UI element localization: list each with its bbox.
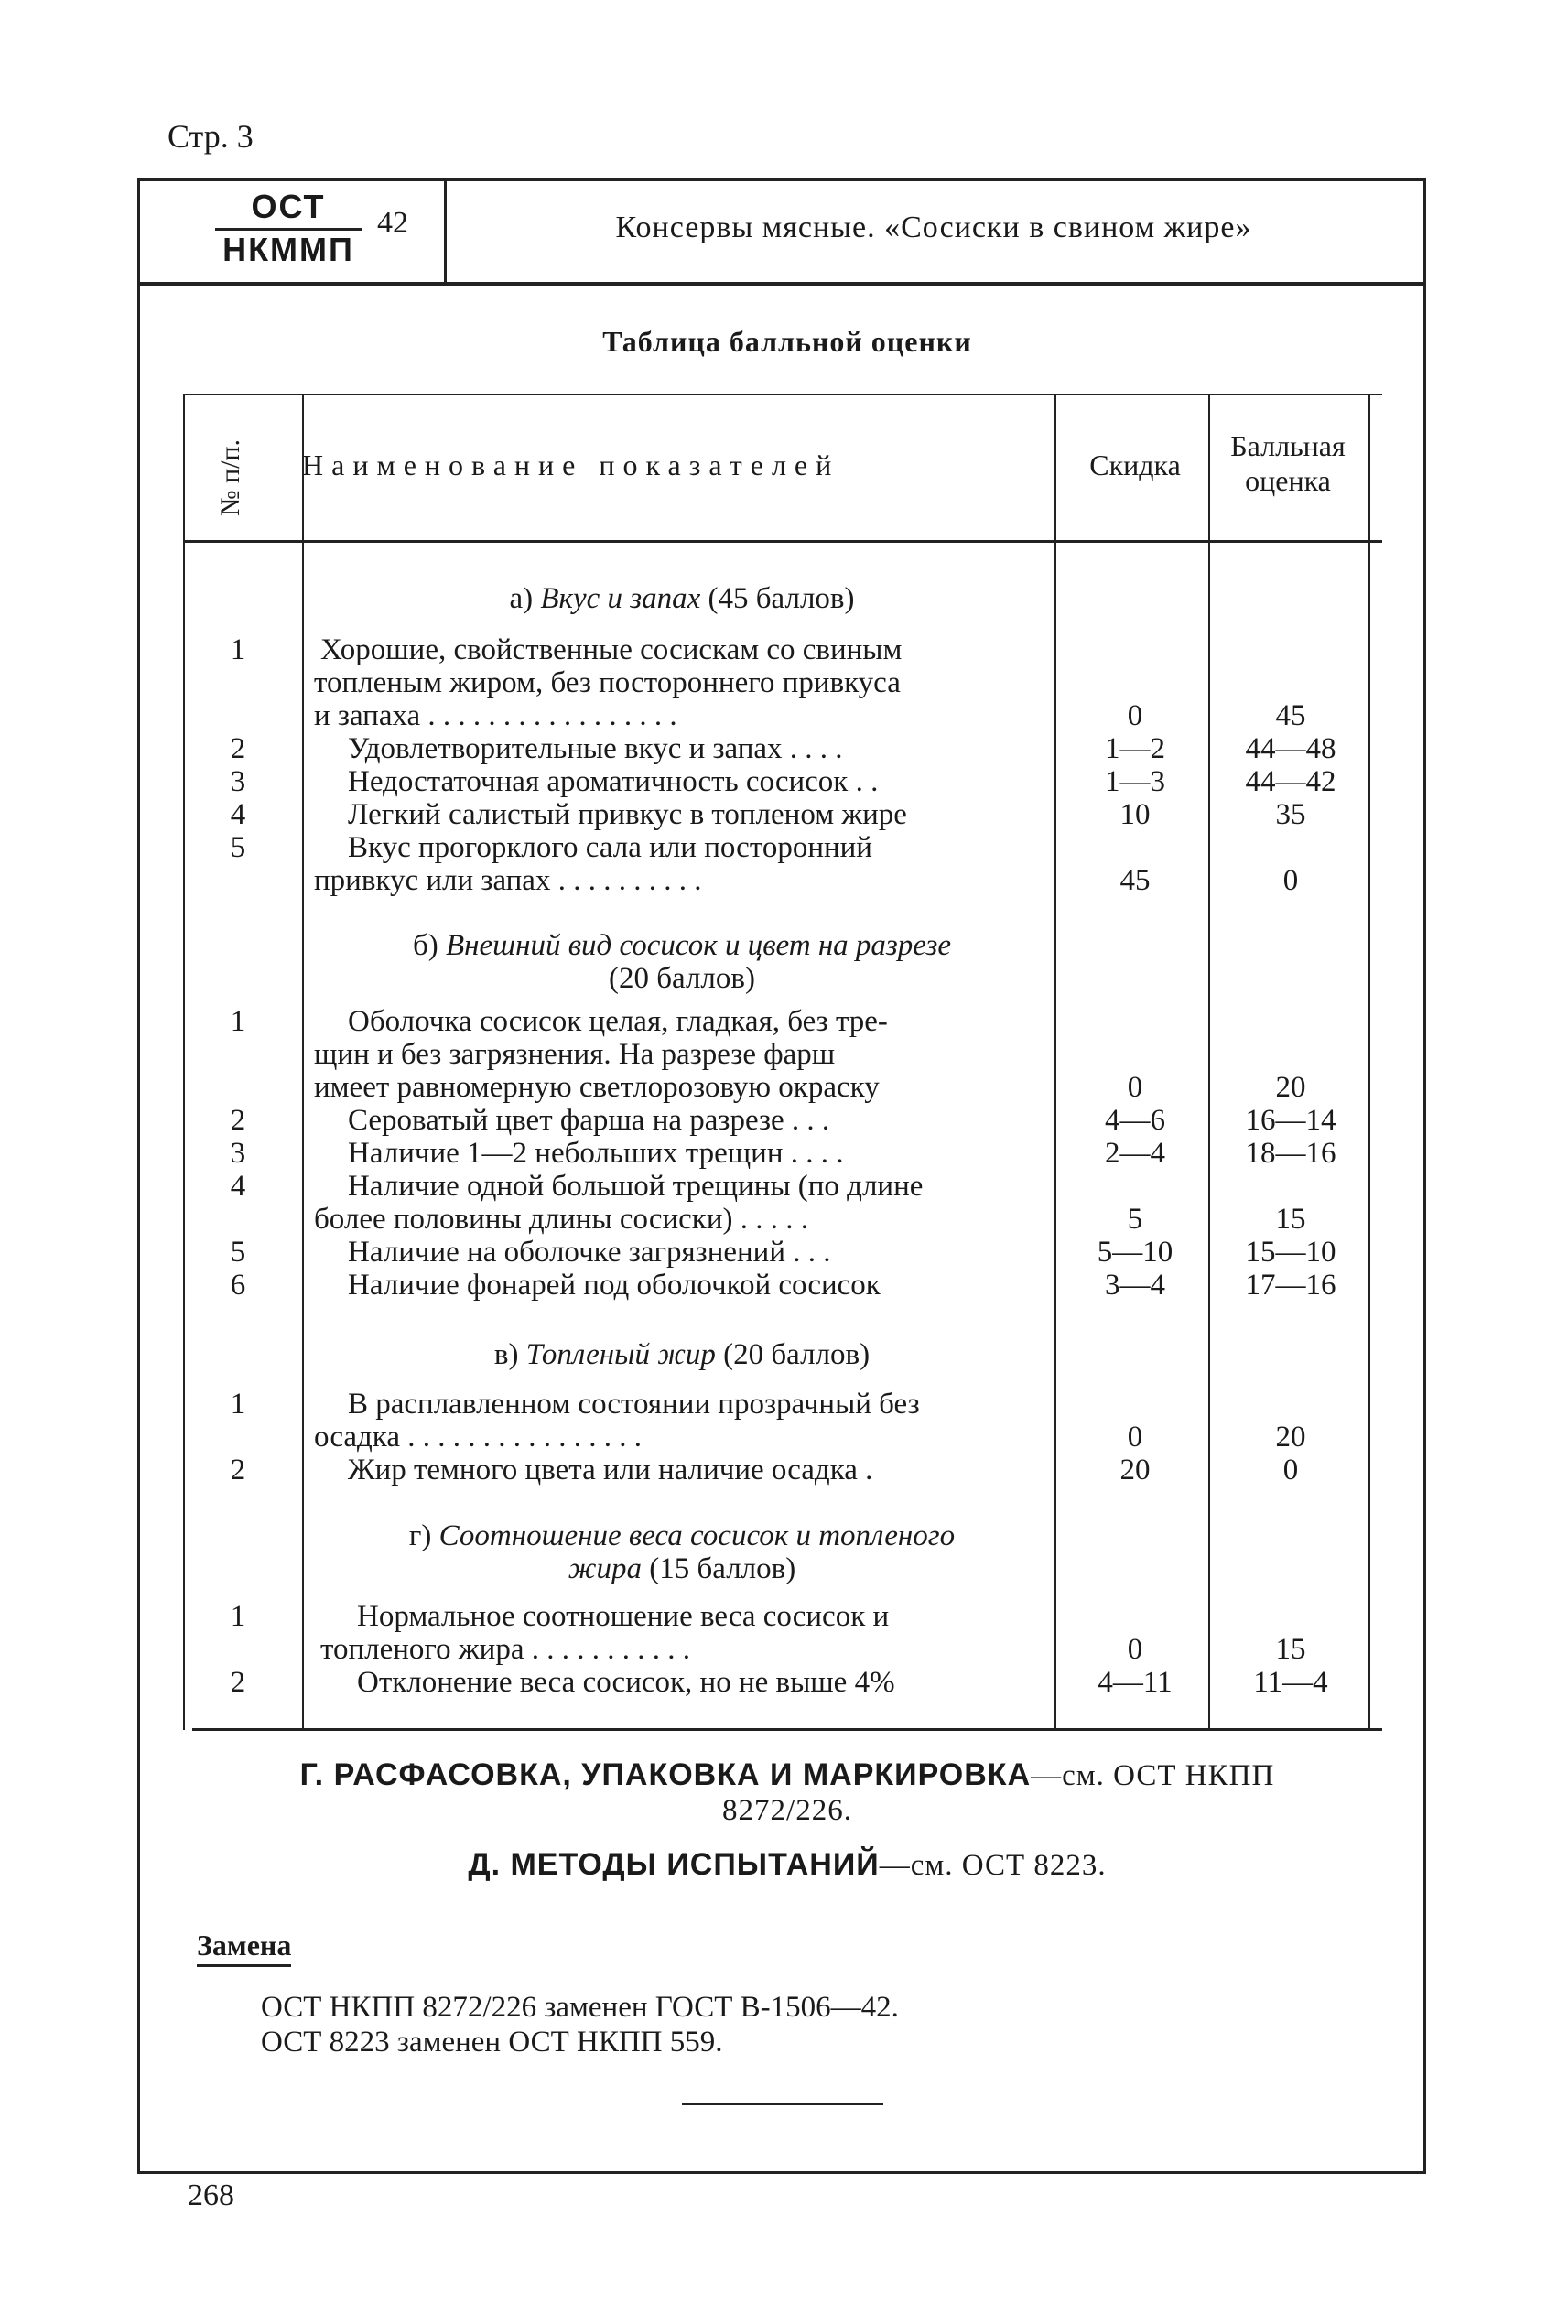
table-row: 2 Сероватый цвет фарша на разрезе . . . 4—6 16—14 xyxy=(230,1104,1336,1137)
table-row: осадка . . . . . . . . . . . . . . . . 0 20 xyxy=(314,1421,1306,1454)
table-row: 3 Наличие 1—2 небольших трещин . . . . 2—4 18—16 xyxy=(230,1137,1336,1170)
table-title: Таблица балльной оценки xyxy=(602,325,972,358)
standard-code-bottom: НКММП xyxy=(222,231,354,268)
header-num: № п/п. xyxy=(215,438,245,517)
table-row: 5 Вкус прогорклого сала или посторонний xyxy=(230,831,872,864)
document-title: Консервы мясные. «Сосиски в свином жире» xyxy=(615,211,1252,244)
table-row: 5 Наличие на оболочке загрязнений . . . 5—10 15—10 xyxy=(230,1236,1336,1269)
section-d-heading: Д. МЕТОДЫ ИСПЫТАНИЙ—см. ОСТ 8223. xyxy=(468,1847,1107,1882)
section-d-title-2: жира (15 баллов) xyxy=(568,1552,796,1585)
header-bottom-rule xyxy=(137,282,1426,286)
table-row: 2 Удовлетворительные вкус и запах . . . . 1—2 44—48 xyxy=(230,732,1336,765)
table-row: 4 Легкий салистый привкус в топленом жире 10 35 xyxy=(230,798,1306,831)
header-skidka: Скидка xyxy=(1089,449,1181,481)
replacement-line-1: ОСТ НКПП 8272/226 заменен ГОСТ В-1506—42. xyxy=(261,1991,899,2024)
table-row: 2 Жир темного цвета или наличие осадка . 20 0 xyxy=(230,1454,1299,1486)
section-d-title: г) Соотношение веса сосисок и топленого xyxy=(408,1519,956,1552)
table-row: 1 В расплавленном состоянии прозрачный без xyxy=(230,1388,920,1421)
header-top-rule xyxy=(137,178,1426,181)
table-row: и запаха . . . . . . . . . . . . . . . . . 0 45 xyxy=(314,699,1306,732)
header-divider xyxy=(444,178,447,282)
table-row: щин и без загрязнения. На разрезе фарш xyxy=(314,1038,836,1071)
section-g-heading: Г. РАСФАСОВКА, УПАКОВКА И МАРКИРОВКА—см. ОСТ НКПП xyxy=(299,1757,1275,1792)
table-head-rule xyxy=(183,540,1382,543)
section-b-title: б) Внешний вид сосисок и цвет на разрезе xyxy=(412,929,952,962)
table-row: имеет равномерную светлорозовую окраску 0 20 xyxy=(314,1071,1306,1104)
section-g-heading-2: 8272/226. xyxy=(722,1794,852,1827)
table-bottom-rule xyxy=(192,1728,1382,1731)
standard-code-top: ОСТ xyxy=(215,188,362,231)
section-a-title: а) Вкус и запах (45 баллов) xyxy=(509,582,855,615)
page-label: Стр. 3 xyxy=(168,118,254,155)
table-top-rule xyxy=(183,394,1382,395)
page-number: 268 xyxy=(188,2178,234,2212)
replacement-line-2: ОСТ 8223 заменен ОСТ НКПП 559. xyxy=(261,2026,723,2059)
table-row: топленого жира . . . . . . . . . . . 0 15 xyxy=(320,1633,1306,1666)
header-name: Наименование показателей xyxy=(302,449,840,481)
table-row: топленым жиром, без постороннего привкуса xyxy=(314,666,901,699)
table-row: привкус или запах . . . . . . . . . . 45 0 xyxy=(314,864,1299,897)
table-row: 1 Оболочка сосисок целая, гладкая, без тре- xyxy=(230,1005,888,1038)
table-row: более половины длины сосиски) . . . . . 5 15 xyxy=(314,1203,1306,1236)
table-row: 1 Нормальное соотношение веса сосисок и xyxy=(230,1600,890,1633)
header-score: Балльная оценка xyxy=(1230,429,1346,497)
table-row: 1 Хорошие, свойственные сосискам со свиным xyxy=(230,633,903,666)
table-row: 4 Наличие одной большой трещины (по длине xyxy=(230,1170,924,1203)
replacement-label: Замена xyxy=(197,1929,291,1967)
table-row: 2 Отклонение веса сосисок, но не выше 4% 4—11 11—4 xyxy=(230,1666,1328,1699)
standard-code-number: 42 xyxy=(377,206,408,240)
frame-bottom-rule xyxy=(137,2171,1426,2174)
end-rule xyxy=(682,2103,883,2105)
table-row: 6 Наличие фонарей под оболочкой сосисок 3—4 17—16 xyxy=(230,1269,1336,1302)
section-c-title: в) Топленый жир (20 баллов) xyxy=(493,1338,871,1371)
table-row: 3 Недостаточная ароматичность сосисок . . 1—3 44—42 xyxy=(230,765,1336,798)
standard-code xyxy=(183,188,394,269)
section-b-title-suffix: (20 баллов) xyxy=(609,962,755,995)
